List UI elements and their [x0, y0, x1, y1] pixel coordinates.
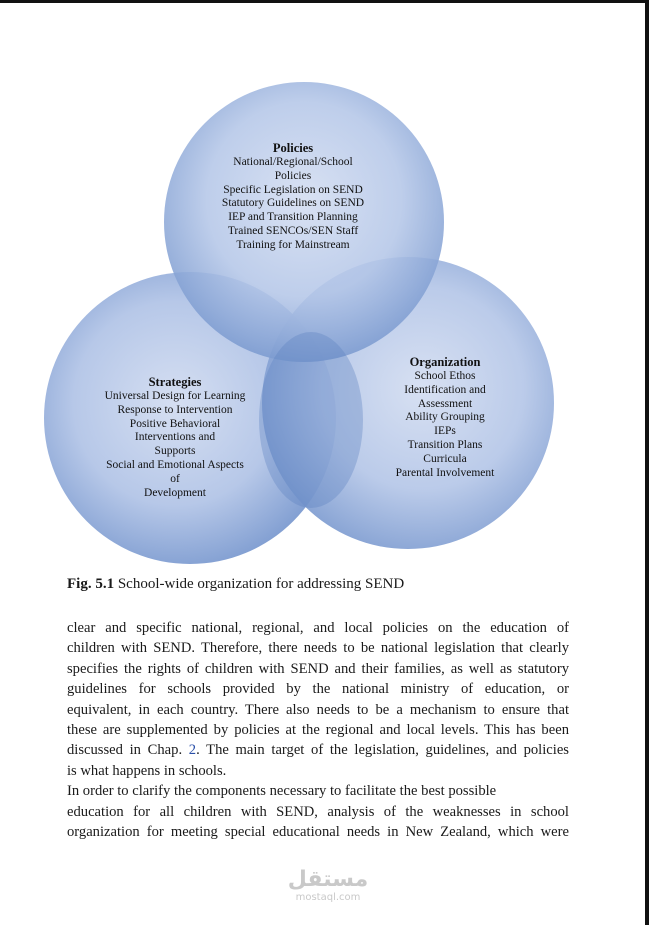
text-line: guidelines for schools provided by the national ministry of education, or — [67, 681, 569, 698]
strategies-heading: Strategies — [148, 375, 202, 389]
text-line: specifies the rights of children with SEND and their families, as well as statutory — [67, 660, 569, 677]
body-text — [67, 618, 569, 842]
text-line: organization for meeting special educational needs in New Zealand, which were — [67, 824, 569, 841]
policies-heading: Policies — [272, 141, 314, 155]
watermark-url: mostaql.com — [295, 892, 361, 903]
figure-caption — [67, 576, 404, 593]
policies-line: Trained SENCOs/SEN Staff — [227, 224, 359, 237]
organization-line: Ability Grouping — [405, 411, 485, 424]
policies-line: Specific Legislation on SEND — [223, 183, 363, 196]
paragraph-2 — [67, 781, 569, 842]
text-line: clear and specific national, regional, and local policies on the education of — [67, 620, 569, 636]
organization-line: Identification and — [404, 383, 486, 396]
center-overlap — [259, 332, 363, 508]
strategies-line: Positive Behavioral — [129, 417, 221, 430]
text-line: In order to clarify the components necessary to facilitate the best possible — [67, 783, 497, 800]
policies-line: Training for Mainstream — [236, 238, 350, 251]
figure-label: Fig. 5.1 — [67, 576, 115, 592]
paragraph-1 — [67, 618, 569, 781]
text-line: is what happens in schools. — [67, 762, 227, 779]
strategies-line: Supports — [154, 445, 196, 458]
text-line: education for all children with SEND, analysis of the weaknesses in school — [67, 803, 569, 820]
policies-text — [193, 141, 393, 253]
strategies-line: Development — [144, 486, 206, 499]
strategies-line: Social and Emotional Aspects — [106, 458, 244, 471]
policies-line: IEP and Transition Planning — [228, 211, 358, 224]
watermark — [268, 868, 388, 903]
chapter-link[interactable]: 2 — [188, 742, 197, 759]
strategies-line: Response to Intervention — [117, 403, 233, 416]
organization-line: Curricula — [423, 452, 467, 465]
text-fragment: . The main target of the legislation, guidelines, and policies — [196, 742, 569, 759]
strategies-text — [82, 375, 268, 500]
text-line: equivalent, in each country. There also needs to be a mechanism to ensure that — [67, 701, 569, 718]
text-line: children with SEND. Therefore, there needs to be national legislation that clearly — [67, 640, 569, 657]
organization-line: IEPs — [434, 425, 456, 438]
organization-line: Assessment — [417, 397, 473, 410]
policies-line: Statutory Guidelines on SEND — [221, 197, 365, 210]
organization-line: Transition Plans — [407, 438, 483, 451]
organization-line: School Ethos — [414, 370, 476, 382]
text-line: these are supplemented by policies at the regional and local levels. This has been — [67, 722, 569, 739]
watermark-logo: مستقل — [287, 867, 369, 892]
policies-line: Policies — [274, 169, 312, 182]
policies-line: National/Regional/School — [233, 156, 353, 168]
figure-caption-text: School-wide organization for addressing SEND — [114, 576, 405, 592]
text-fragment: discussed in Chap. — [67, 742, 189, 759]
strategies-line: of — [170, 472, 180, 485]
strategies-line: Universal Design for Learning — [104, 390, 246, 402]
organization-heading: Organization — [409, 355, 481, 369]
strategies-line: Interventions and — [134, 431, 216, 444]
organization-line: Parental Involvement — [395, 466, 495, 479]
text-line — [67, 740, 569, 760]
organization-text — [355, 355, 535, 480]
